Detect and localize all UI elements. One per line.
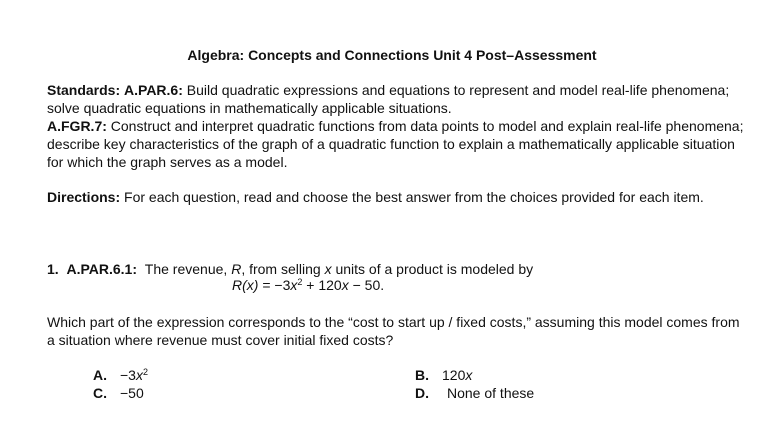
choice-a-coefficient: −3 — [120, 367, 136, 383]
standards-label: Standards: — [47, 82, 121, 98]
formula-exponent: 2 — [297, 277, 303, 287]
choice-b-letter: B. — [415, 367, 429, 383]
choice-b[interactable] — [415, 366, 472, 384]
choice-a-exponent: 2 — [142, 367, 148, 377]
standard-par-code: A.PAR.6: — [124, 82, 183, 98]
question-stem-part-c: units of a product is modeled by — [335, 261, 534, 277]
choice-a-variable: x — [135, 367, 143, 383]
standard-fgr-text: Construct and interpret quadratic functions from data points to model and explain real-life phenomena; describe key characteristics of the graph of a quadratic function to explain a mathematically applicable situation for which the graph serves as a model. — [47, 118, 744, 170]
formula-x2: x — [341, 277, 349, 293]
formula-mid: + 120 — [302, 277, 342, 293]
revenue-formula — [232, 276, 384, 294]
question-stem-part-a: The revenue, — [144, 261, 228, 277]
question-prompt: Which part of the expression corresponds to the “cost to start up / fixed costs,” assuming this model comes from a situation where revenue must cover initial fixed costs? — [47, 314, 740, 348]
standard-fgr-code: A.FGR.7: — [47, 118, 107, 134]
formula-lhs: R(x) — [232, 277, 259, 293]
formula-eq: = −3 — [258, 277, 291, 293]
directions-text: For each question, read and choose the best answer from the choices provided for each item. — [124, 189, 704, 205]
choice-d[interactable] — [415, 384, 534, 402]
choice-d-letter: D. — [415, 385, 429, 401]
question-code: A.PAR.6.1: — [66, 261, 138, 277]
question-stem — [47, 260, 747, 278]
choice-b-variable: x — [465, 367, 473, 383]
choice-c-text: −50 — [120, 385, 144, 401]
variable-r: R — [231, 261, 242, 277]
choice-c[interactable] — [93, 384, 144, 402]
choice-a[interactable] — [93, 366, 148, 384]
choice-c-letter: C. — [93, 385, 107, 401]
standards-section — [47, 81, 747, 171]
choice-d-text: None of these — [447, 385, 535, 401]
choice-a-letter: A. — [93, 367, 107, 383]
formula-x1: x — [290, 277, 298, 293]
directions-label: Directions: — [47, 189, 121, 205]
variable-x: x — [324, 261, 332, 277]
question-number: 1. — [47, 261, 59, 277]
formula-end: − 50. — [348, 277, 385, 293]
choice-b-coefficient: 120 — [442, 367, 466, 383]
directions-section — [47, 188, 747, 206]
standard-par-text: Build quadratic expressions and equations to represent and model real-life phenomena; solve quadratic equations in mathematically applicable situations. — [47, 82, 730, 116]
question-stem-part-b: , from selling — [241, 261, 321, 277]
document-title: Algebra: Concepts and Connections Unit 4 Post–Assessment — [187, 47, 597, 63]
